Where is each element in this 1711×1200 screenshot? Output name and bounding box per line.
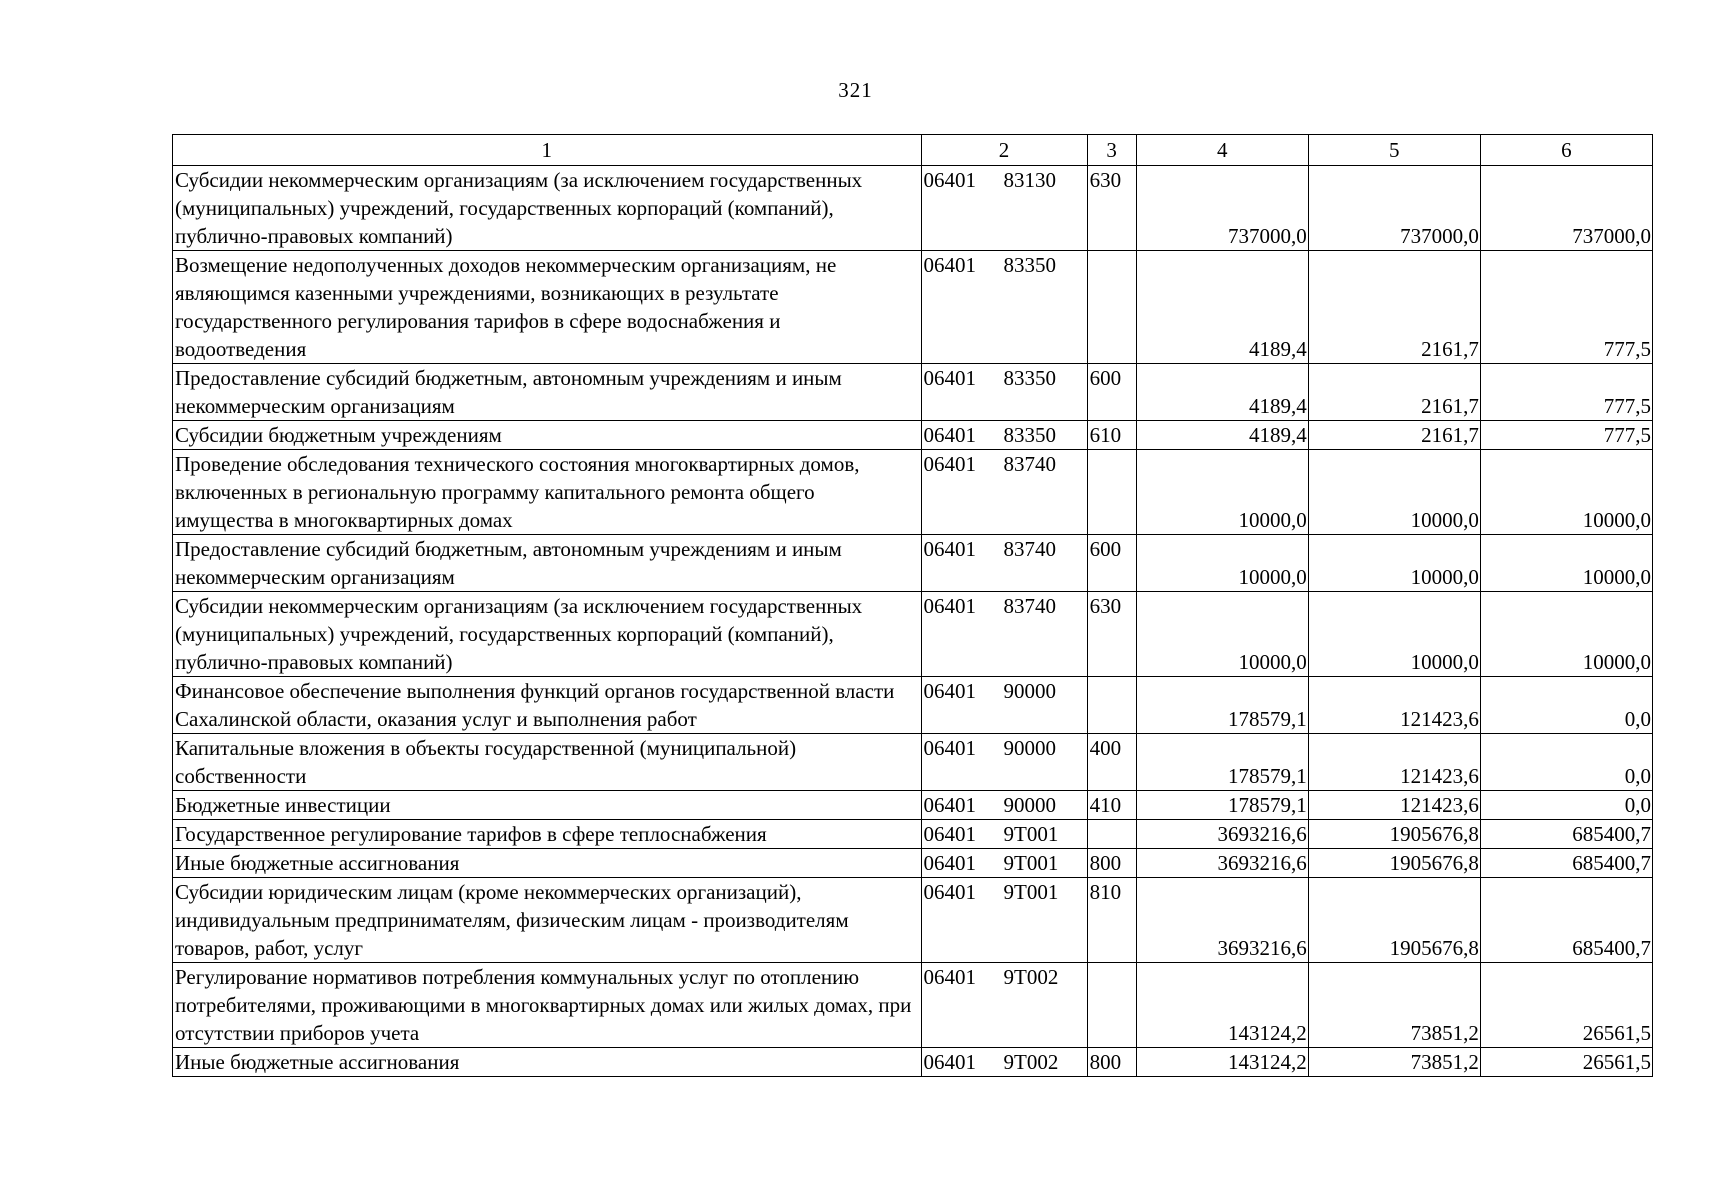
amount-4: 3693216,6 (1136, 820, 1308, 849)
amount-4: 143124,2 (1136, 963, 1308, 1048)
amount-6: 26561,5 (1480, 963, 1652, 1048)
program-code (921, 734, 1087, 791)
expense-type-code (1087, 963, 1136, 1048)
amount-5: 73851,2 (1308, 1048, 1480, 1077)
program-code (921, 677, 1087, 734)
program-code (921, 364, 1087, 421)
amount-6: 26561,5 (1480, 1048, 1652, 1077)
item-name: Субсидии юридическим лицам (кроме некоммерческих организаций), индивидуальным предпринимателям, физическим лицам - производителям товаров, работ, услуг (173, 878, 922, 963)
program-code-part1: 06401 (923, 822, 976, 846)
amount-5: 73851,2 (1308, 963, 1480, 1048)
amount-5: 121423,6 (1308, 734, 1480, 791)
amount-5: 121423,6 (1308, 677, 1480, 734)
amount-4: 4189,4 (1136, 364, 1308, 421)
item-name: Предоставление субсидий бюджетным, автономным учреждениям и иным некоммерческим организациям (173, 364, 922, 421)
expense-type-code: 600 (1087, 535, 1136, 592)
program-code-part1: 06401 (923, 423, 976, 447)
expense-type-code: 400 (1087, 734, 1136, 791)
item-name: Возмещение недополученных доходов некоммерческим организациям, не являющимся казенными учреждениями, возникающих в результате государственного регулирования тарифов в сфере водоснабжения и водоотведения (173, 251, 922, 364)
program-code-part2: 83350 (1003, 253, 1056, 277)
table-row (173, 1048, 1653, 1077)
table-row (173, 820, 1653, 849)
program-code (921, 849, 1087, 878)
amount-4: 3693216,6 (1136, 849, 1308, 878)
column-header-4: 4 (1136, 135, 1308, 166)
amount-4: 10000,0 (1136, 450, 1308, 535)
program-code (921, 450, 1087, 535)
program-code-part2: 83740 (1003, 452, 1056, 476)
program-code-part2: 9Т002 (1003, 1050, 1059, 1074)
column-header-2: 2 (921, 135, 1087, 166)
program-code-part2: 90000 (1003, 679, 1056, 703)
page-number: 321 (838, 78, 873, 102)
program-code-part1: 06401 (923, 793, 976, 817)
item-name: Субсидии некоммерческим организациям (за исключением государственных (муниципальных) учреждений, государственных корпораций (компаний), публично-правовых компаний) (173, 166, 922, 251)
program-code-part1: 06401 (923, 594, 976, 618)
item-name: Бюджетные инвестиции (173, 791, 922, 820)
amount-4: 737000,0 (1136, 166, 1308, 251)
item-name: Иные бюджетные ассигнования (173, 849, 922, 878)
expense-type-code: 800 (1087, 849, 1136, 878)
table-row (173, 450, 1653, 535)
amount-6: 10000,0 (1480, 450, 1652, 535)
item-name: Финансовое обеспечение выполнения функций органов государственной власти Сахалинской области, оказания услуг и выполнения работ (173, 677, 922, 734)
amount-6: 0,0 (1480, 791, 1652, 820)
program-code-part1: 06401 (923, 537, 976, 561)
expense-type-code: 610 (1087, 421, 1136, 450)
expense-type-code: 600 (1087, 364, 1136, 421)
item-name: Субсидии некоммерческим организациям (за исключением государственных (муниципальных) учреждений, государственных корпораций (компаний), публично-правовых компаний) (173, 592, 922, 677)
amount-5: 1905676,8 (1308, 849, 1480, 878)
amount-5: 10000,0 (1308, 450, 1480, 535)
program-code-part2: 83740 (1003, 594, 1056, 618)
program-code-part1: 06401 (923, 1050, 976, 1074)
table-row (173, 849, 1653, 878)
program-code (921, 166, 1087, 251)
table-row (173, 364, 1653, 421)
column-header-5: 5 (1308, 135, 1480, 166)
expense-type-code (1087, 820, 1136, 849)
table-row (173, 677, 1653, 734)
amount-5: 1905676,8 (1308, 820, 1480, 849)
program-code-part1: 06401 (923, 168, 976, 192)
amount-5: 10000,0 (1308, 592, 1480, 677)
table-row (173, 535, 1653, 592)
program-code (921, 820, 1087, 849)
expense-type-code: 800 (1087, 1048, 1136, 1077)
program-code-part2: 9Т001 (1003, 851, 1059, 875)
amount-5: 10000,0 (1308, 535, 1480, 592)
table-row (173, 166, 1653, 251)
item-name: Предоставление субсидий бюджетным, автономным учреждениям и иным некоммерческим организациям (173, 535, 922, 592)
program-code-part2: 83350 (1003, 423, 1056, 447)
program-code-part1: 06401 (923, 965, 976, 989)
program-code-part1: 06401 (923, 452, 976, 476)
column-header-1: 1 (173, 135, 922, 166)
amount-5: 2161,7 (1308, 364, 1480, 421)
program-code (921, 1048, 1087, 1077)
amount-4: 3693216,6 (1136, 878, 1308, 963)
amount-6: 0,0 (1480, 734, 1652, 791)
expense-type-code (1087, 677, 1136, 734)
amount-6: 777,5 (1480, 421, 1652, 450)
program-code-part2: 9Т002 (1003, 965, 1059, 989)
table-row (173, 963, 1653, 1048)
amount-6: 685400,7 (1480, 878, 1652, 963)
amount-5: 2161,7 (1308, 421, 1480, 450)
item-name: Регулирование нормативов потребления коммунальных услуг по отоплению потребителями, проживающими в многоквартирных домах или жилых домах, при отсутствии приборов учета (173, 963, 922, 1048)
amount-6: 777,5 (1480, 364, 1652, 421)
amount-4: 4189,4 (1136, 421, 1308, 450)
program-code-part1: 06401 (923, 366, 976, 390)
column-header-3: 3 (1087, 135, 1136, 166)
amount-5: 2161,7 (1308, 251, 1480, 364)
expense-type-code: 630 (1087, 592, 1136, 677)
item-name: Иные бюджетные ассигнования (173, 1048, 922, 1077)
program-code-part2: 83350 (1003, 366, 1056, 390)
program-code-part1: 06401 (923, 880, 976, 904)
amount-6: 777,5 (1480, 251, 1652, 364)
program-code-part1: 06401 (923, 679, 976, 703)
expense-type-code (1087, 251, 1136, 364)
table-row (173, 421, 1653, 450)
program-code-part2: 9Т001 (1003, 880, 1059, 904)
amount-5: 121423,6 (1308, 791, 1480, 820)
budget-table (172, 134, 1653, 1077)
amount-4: 10000,0 (1136, 592, 1308, 677)
expense-type-code: 810 (1087, 878, 1136, 963)
program-code-part2: 83740 (1003, 537, 1056, 561)
item-name: Проведение обследования технического состояния многоквартирных домов, включенных в региональную программу капитального ремонта общего имущества в многоквартирных домах (173, 450, 922, 535)
expense-type-code (1087, 450, 1136, 535)
expense-type-code: 630 (1087, 166, 1136, 251)
amount-5: 737000,0 (1308, 166, 1480, 251)
amount-6: 10000,0 (1480, 592, 1652, 677)
table-row (173, 791, 1653, 820)
table-row (173, 592, 1653, 677)
amount-4: 178579,1 (1136, 677, 1308, 734)
amount-4: 143124,2 (1136, 1048, 1308, 1077)
program-code-part1: 06401 (923, 253, 976, 277)
program-code-part2: 90000 (1003, 736, 1056, 760)
amount-4: 178579,1 (1136, 734, 1308, 791)
program-code-part2: 9Т001 (1003, 822, 1059, 846)
amount-4: 4189,4 (1136, 251, 1308, 364)
table-row (173, 734, 1653, 791)
amount-6: 685400,7 (1480, 849, 1652, 878)
expense-type-code: 410 (1087, 791, 1136, 820)
program-code-part1: 06401 (923, 851, 976, 875)
program-code (921, 421, 1087, 450)
table-row (173, 878, 1653, 963)
program-code (921, 592, 1087, 677)
amount-6: 685400,7 (1480, 820, 1652, 849)
program-code (921, 963, 1087, 1048)
amount-6: 737000,0 (1480, 166, 1652, 251)
amount-6: 10000,0 (1480, 535, 1652, 592)
program-code-part2: 83130 (1003, 168, 1056, 192)
item-name: Капитальные вложения в объекты государственной (муниципальной) собственности (173, 734, 922, 791)
item-name: Государственное регулирование тарифов в сфере теплоснабжения (173, 820, 922, 849)
program-code (921, 791, 1087, 820)
item-name: Субсидии бюджетным учреждениям (173, 421, 922, 450)
program-code-part2: 90000 (1003, 793, 1056, 817)
program-code (921, 535, 1087, 592)
header-row (173, 135, 1653, 166)
amount-5: 1905676,8 (1308, 878, 1480, 963)
program-code (921, 878, 1087, 963)
table-body (173, 166, 1653, 1077)
table-row (173, 251, 1653, 364)
program-code-part1: 06401 (923, 736, 976, 760)
amount-4: 178579,1 (1136, 791, 1308, 820)
column-header-6: 6 (1480, 135, 1652, 166)
amount-6: 0,0 (1480, 677, 1652, 734)
amount-4: 10000,0 (1136, 535, 1308, 592)
program-code (921, 251, 1087, 364)
